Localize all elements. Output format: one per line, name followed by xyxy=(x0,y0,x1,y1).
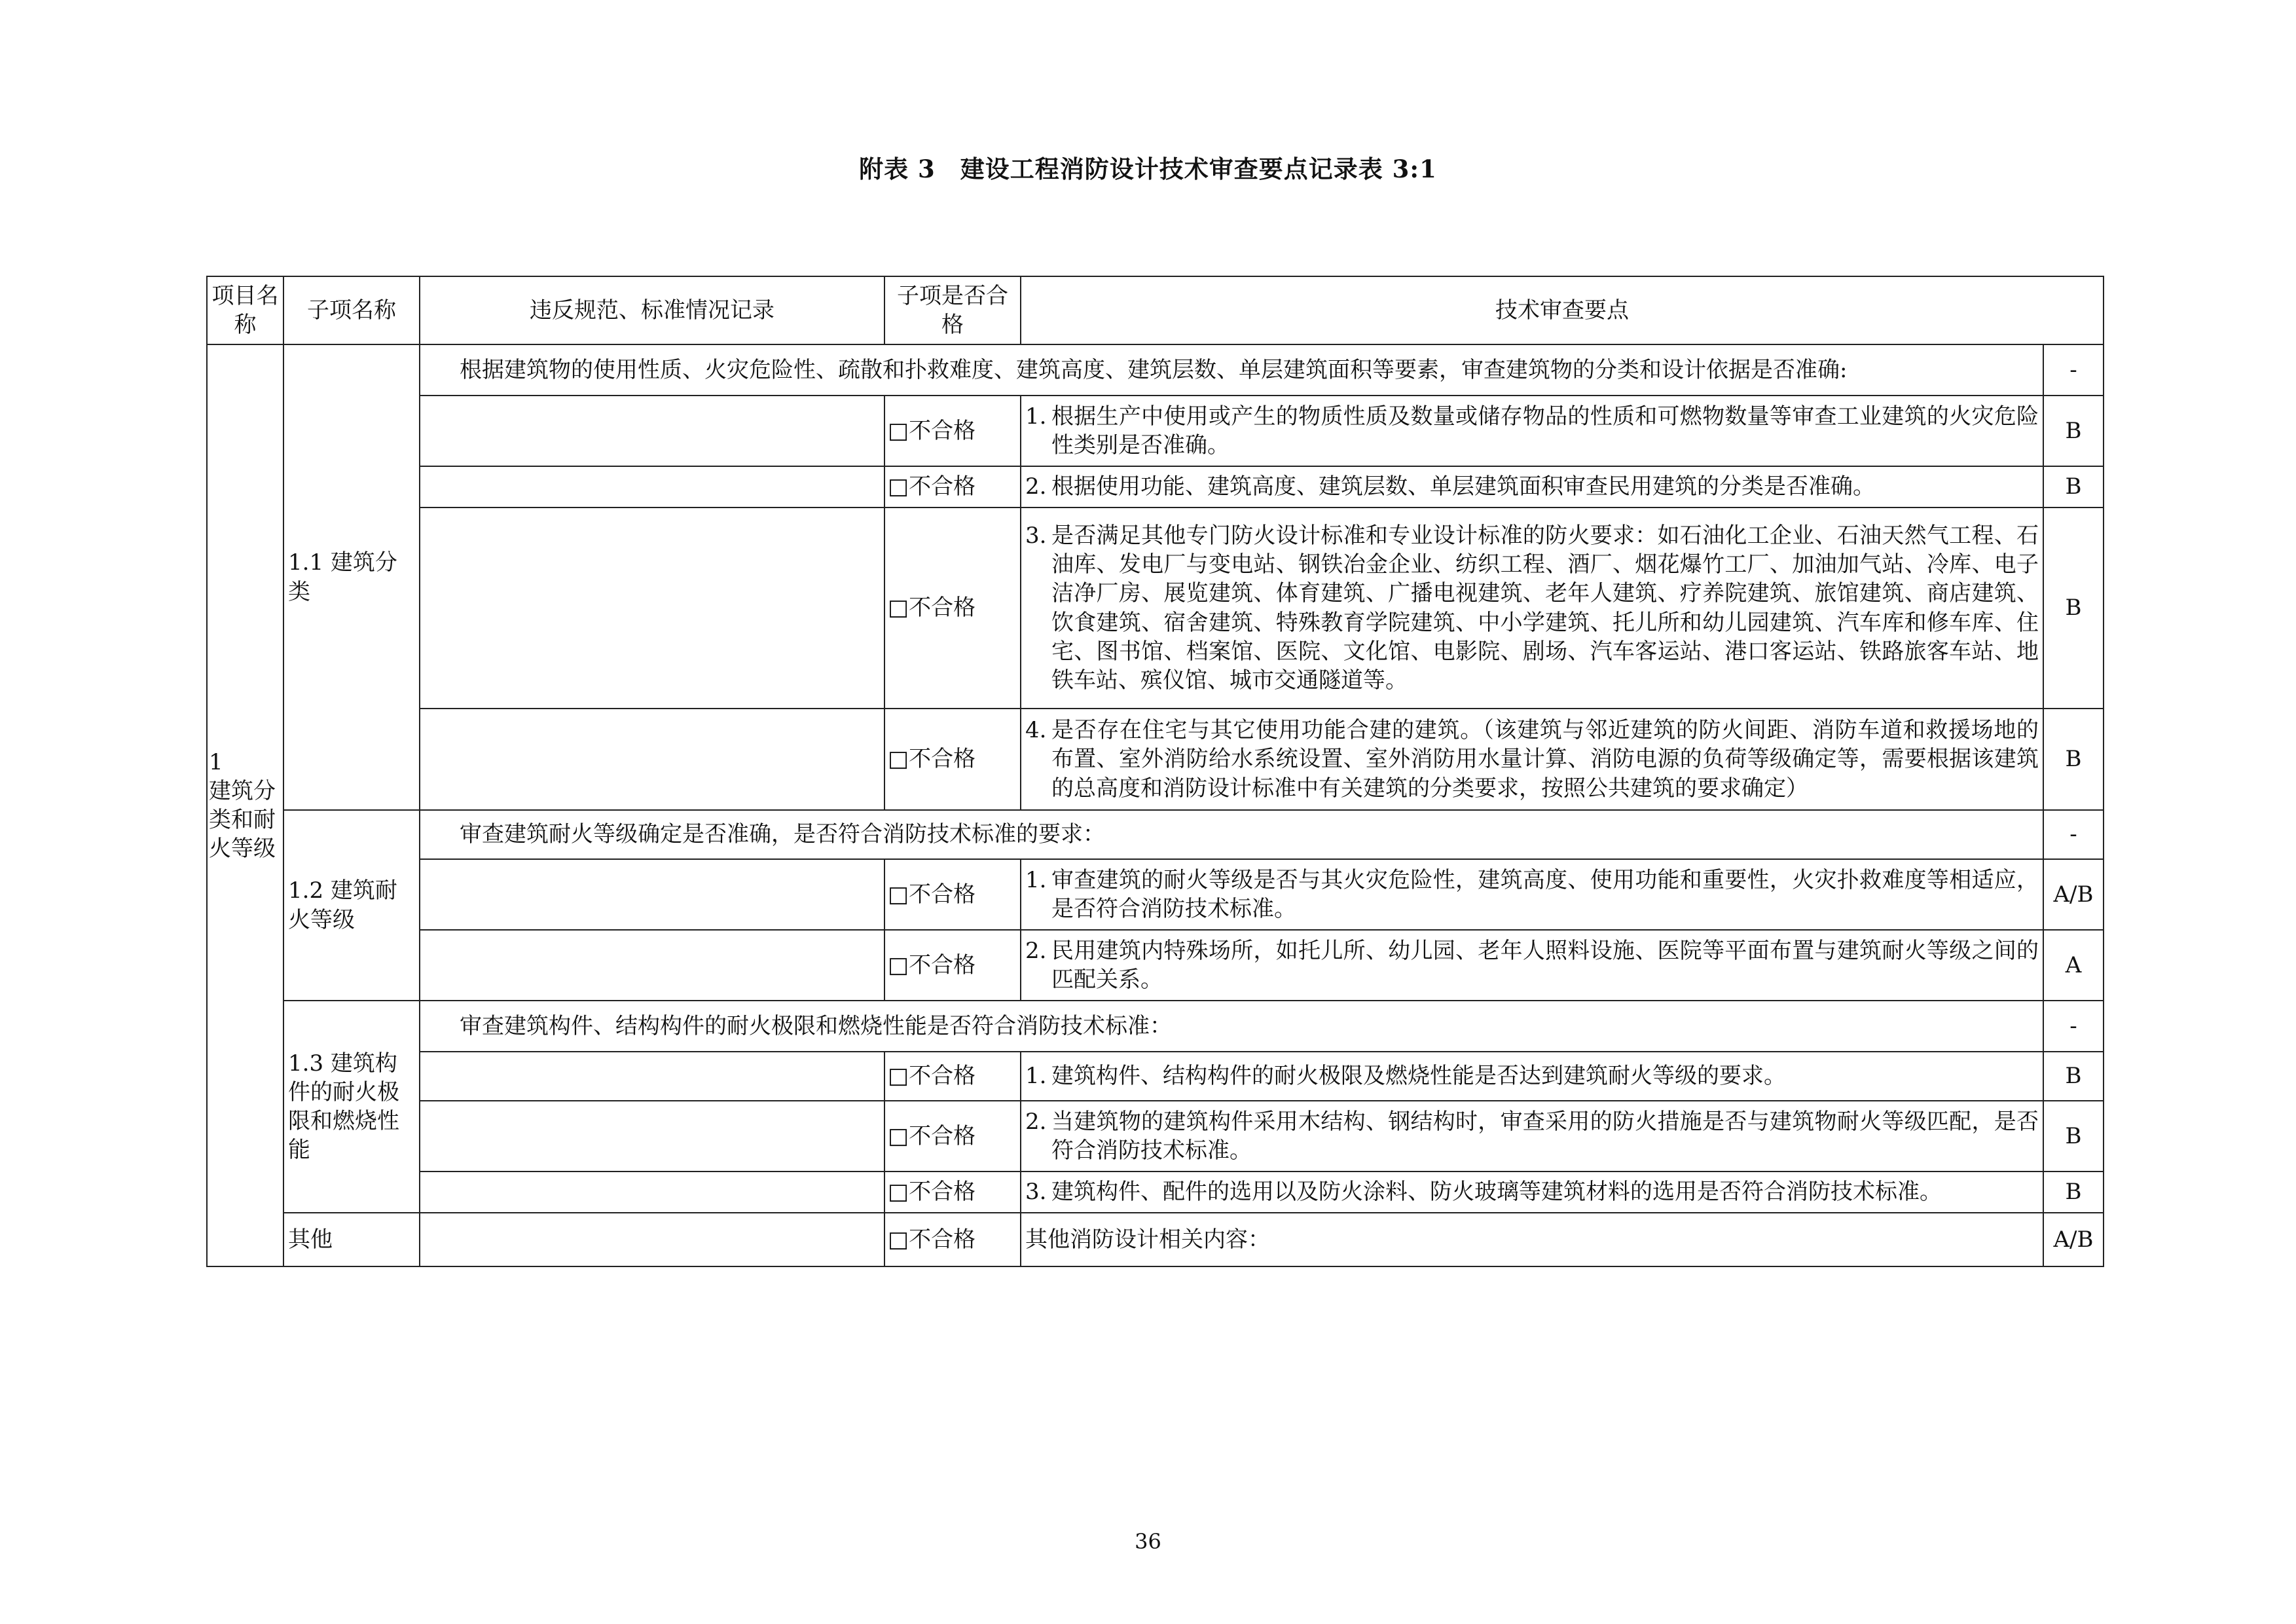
review-point xyxy=(1021,1101,2043,1172)
point-text: 审查建筑的耐火等级是否与其火灾危险性，建筑高度、使用功能和重要性，火灾扑救难度等相适应，是否符合消防技术标准。 xyxy=(1051,866,2039,922)
point-number: 1. xyxy=(1025,403,1047,430)
point-text: 是否满足其他专门防火设计标准和专业设计标准的防火要求：如石油化工企业、石油天然气工程、石油库、发电厂与变电站、钢铁冶金企业、纺织工程、酒厂、烟花爆竹工厂、加油加气站、冷库、电子洁净厂房、展览建筑、体育建筑、广播电视建筑、老年人建筑、疗养院建筑、旅馆建筑、商店建筑、饮食建筑、宿舍建筑、特殊教育学院建筑、中小学建筑、托儿所和幼儿园建筑、汽车库和修车库、住宅、图书馆、档案馆、医院、文化馆、电影院、剧场、汽车客运站、港口客运站、铁路旅客车站、地铁车站、殡仪馆、城市交通隧道等。 xyxy=(1051,522,2039,693)
section-name: 1.3 建筑构件的耐火极限和燃烧性能 xyxy=(283,1001,420,1213)
grade-cell: B xyxy=(2043,1052,2104,1101)
violation-record-field[interactable] xyxy=(420,709,884,810)
project-number: 1 xyxy=(209,748,223,775)
unqualified-checkbox[interactable]: □不合格 xyxy=(884,396,1021,466)
point-number: 2. xyxy=(1025,1108,1047,1135)
section-intro: 审查建筑耐火等级确定是否准确，是否符合消防技术标准的要求： xyxy=(420,810,2043,859)
unqualified-checkbox[interactable]: □不合格 xyxy=(884,859,1021,930)
header-violation: 违反规范、标准情况记录 xyxy=(420,276,884,344)
review-point xyxy=(1021,466,2043,507)
grade-cell: B xyxy=(2043,507,2104,709)
violation-record-field[interactable] xyxy=(420,859,884,930)
violation-record-field[interactable] xyxy=(420,1213,884,1266)
unqualified-checkbox[interactable]: □不合格 xyxy=(884,466,1021,507)
section-name: 1.2 建筑耐火等级 xyxy=(283,810,420,1001)
unqualified-checkbox[interactable]: □不合格 xyxy=(884,1172,1021,1213)
section-name: 1.1 建筑分类 xyxy=(283,344,420,810)
point-text: 是否存在住宅与其它使用功能合建的建筑。（该建筑与邻近建筑的防火间距、消防车道和救援场地的布置、室外消防给水系统设置、室外消防用水量计算、消防电源的负荷等级确定等，需要根据该建筑的总高度和消防设计标准中有关建筑的分类要求，按照公共建筑的要求确定） xyxy=(1051,717,2039,802)
point-number: 1. xyxy=(1025,1063,1047,1090)
unqualified-checkbox[interactable]: □不合格 xyxy=(884,1101,1021,1172)
point-number: 4. xyxy=(1025,717,1047,744)
header-sub-item: 子项名称 xyxy=(283,276,420,344)
point-number: 3. xyxy=(1025,522,1047,549)
unqualified-checkbox[interactable]: □不合格 xyxy=(884,1052,1021,1101)
grade-cell: B xyxy=(2043,466,2104,507)
other-point-text: 其他消防设计相关内容： xyxy=(1021,1213,2043,1266)
unqualified-checkbox[interactable]: □不合格 xyxy=(884,1213,1021,1266)
point-text: 当建筑物的建筑构件采用木结构、钢结构时，审查采用的防火措施是否与建筑物耐火等级匹配，是否符合消防技术标准。 xyxy=(1051,1108,2039,1164)
header-project: 项目名称 xyxy=(207,276,283,344)
point-number: 3. xyxy=(1025,1179,1047,1206)
review-point xyxy=(1021,1172,2043,1213)
point-text: 建筑构件、配件的选用以及防火涂料、防火玻璃等建筑材料的选用是否符合消防技术标准。 xyxy=(1051,1179,1942,1206)
violation-record-field[interactable] xyxy=(420,466,884,507)
intro-grade: - xyxy=(2043,344,2104,396)
review-point xyxy=(1021,507,2043,709)
page-number: 36 xyxy=(1135,1529,1161,1554)
violation-record-field[interactable] xyxy=(420,1052,884,1101)
document-title: 附表 3 建设工程消防设计技术审查要点记录表 3:1 xyxy=(859,155,1437,183)
unqualified-checkbox[interactable]: □不合格 xyxy=(884,507,1021,709)
header-qualified: 子项是否合格 xyxy=(884,276,1021,344)
grade-cell: A/B xyxy=(2043,859,2104,930)
project-name: 建筑分类和耐火等级 xyxy=(209,777,276,862)
violation-record-field[interactable] xyxy=(420,1101,884,1172)
section-name-other: 其他 xyxy=(283,1213,420,1266)
grade-cell: B xyxy=(2043,1101,2104,1172)
grade-cell: B xyxy=(2043,709,2104,810)
point-number: 1. xyxy=(1025,866,1047,893)
section-intro: 根据建筑物的使用性质、火灾危险性、疏散和扑救难度、建筑高度、建筑层数、单层建筑面积等要素，审查建筑物的分类和设计依据是否准确: xyxy=(420,344,2043,396)
violation-record-field[interactable] xyxy=(420,930,884,1001)
review-point xyxy=(1021,1052,2043,1101)
grade-cell: A xyxy=(2043,930,2104,1001)
grade-cell: A/B xyxy=(2043,1213,2104,1266)
point-number: 2. xyxy=(1025,937,1047,964)
point-text: 根据生产中使用或产生的物质性质及数量或储存物品的性质和可燃物数量等审查工业建筑的火灾危险性类别是否准确。 xyxy=(1051,403,2039,458)
grade-cell: B xyxy=(2043,1172,2104,1213)
project-cell xyxy=(207,344,283,1266)
point-text: 民用建筑内特殊场所，如托儿所、幼儿园、老年人照料设施、医院等平面布置与建筑耐火等级之间的匹配关系。 xyxy=(1051,937,2039,993)
intro-grade: - xyxy=(2043,810,2104,859)
point-text: 建筑构件、结构构件的耐火极限及燃烧性能是否达到建筑耐火等级的要求。 xyxy=(1051,1063,1786,1090)
section-intro: 审查建筑构件、结构构件的耐火极限和燃烧性能是否符合消防技术标准： xyxy=(420,1001,2043,1052)
unqualified-checkbox[interactable]: □不合格 xyxy=(884,709,1021,810)
review-point xyxy=(1021,930,2043,1001)
unqualified-checkbox[interactable]: □不合格 xyxy=(884,930,1021,1001)
review-point xyxy=(1021,859,2043,930)
grade-cell: B xyxy=(2043,396,2104,466)
review-point xyxy=(1021,396,2043,466)
point-number: 2. xyxy=(1025,473,1047,500)
point-text: 根据使用功能、建筑高度、建筑层数、单层建筑面积审查民用建筑的分类是否准确。 xyxy=(1051,473,1875,500)
review-point xyxy=(1021,709,2043,810)
violation-record-field[interactable] xyxy=(420,507,884,709)
violation-record-field[interactable] xyxy=(420,396,884,466)
header-points: 技术审查要点 xyxy=(1021,276,2104,344)
violation-record-field[interactable] xyxy=(420,1172,884,1213)
review-table xyxy=(206,276,2104,1267)
intro-grade: - xyxy=(2043,1001,2104,1052)
